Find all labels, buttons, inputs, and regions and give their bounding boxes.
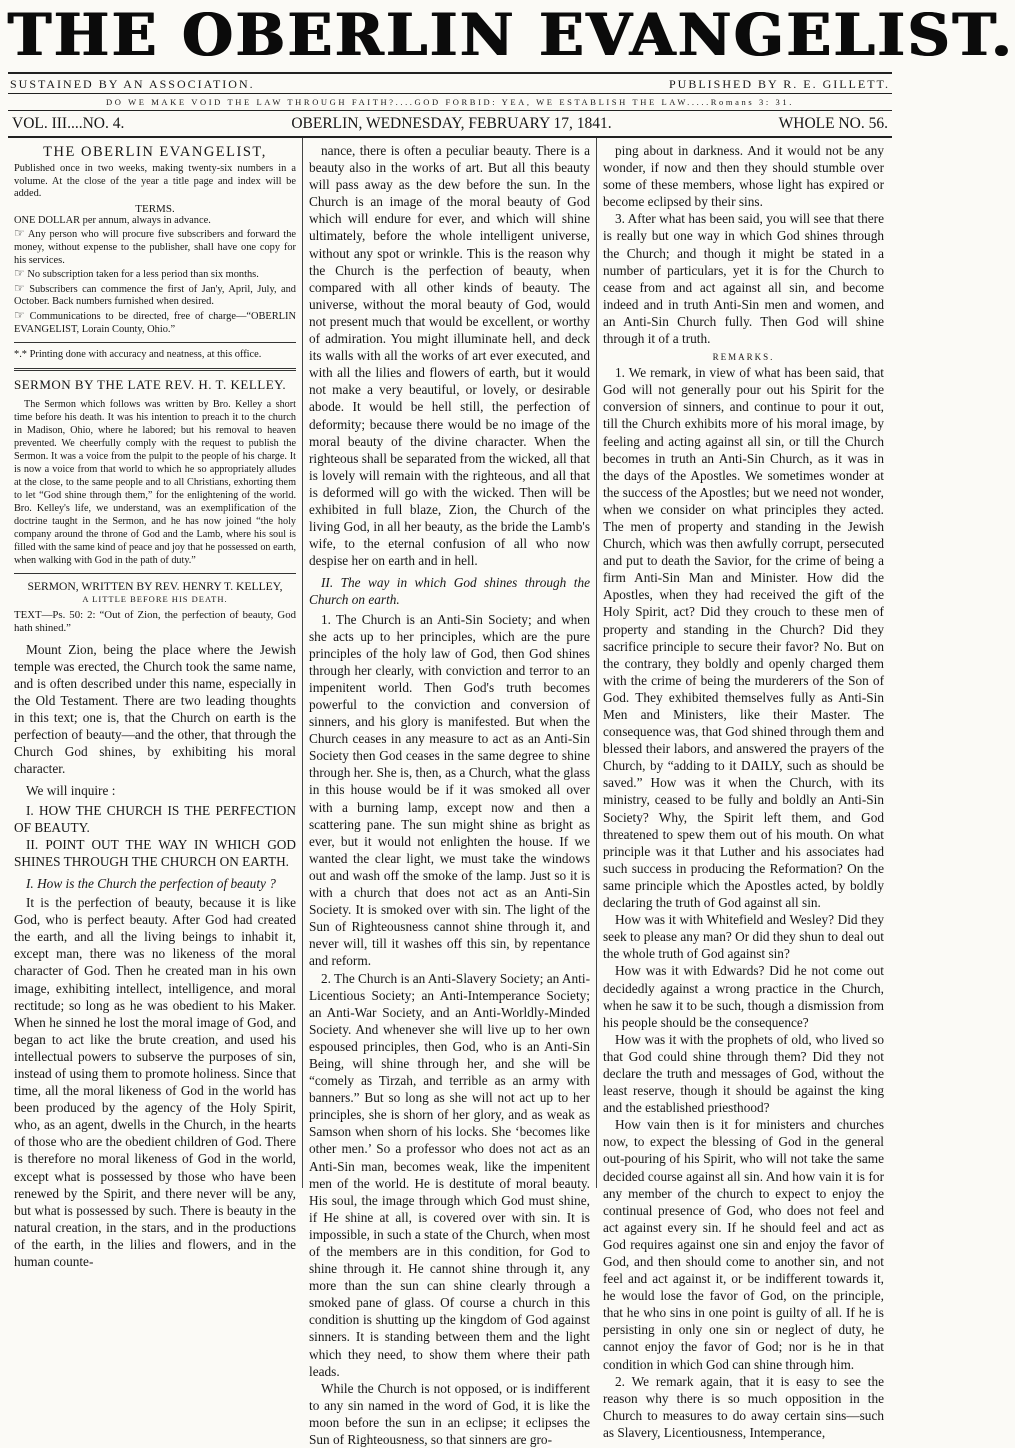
body-paragraph: While the Church is not opposed, or is indifferent to any sin named in the word of God, it is like the moon before the sun in an eclipse; it eclipses the Sun of Righteousness, so that sinners are gro-: [309, 1380, 590, 1448]
masthead: [8, 0, 1015, 138]
printing-note: *.* Printing done with accuracy and neatness, at this office.: [14, 349, 262, 361]
info-heading: THE OBERLIN EVANGELIST,: [43, 144, 267, 160]
body-paragraph: How was it with Whitefield and Wesley? Did they seek to please any man? Or did they shun to deal out the whole truth of God against sin?: [603, 912, 884, 962]
published-note: Published once in two weeks, making twenty-six numbers in a volume. At the close of the year a title page and index will be added.: [14, 163, 296, 200]
divider: [14, 573, 296, 574]
agents-note: [14, 227, 296, 267]
body-paragraph: Mount Zion, being the place where the Jewish temple was erected, the Church took the same name, and is often described under this name, especially in the Old Testament. There are two leading thoughts in this text; one is, that the Church on earth is the perfection of beauty—and the other, that through the Church God shines, by exhibiting his moral character.: [14, 641, 296, 777]
no-subscription-note: [14, 267, 296, 282]
section-two-title: II. The way in which God shines through the Church on earth.: [309, 575, 590, 608]
commence-note: [14, 282, 296, 309]
body-paragraph: 1. The Church is an Anti-Sin Society; and when she acts up to her principles, which are the pure principles of the holy law of God, then God shines through her clearly, with conviction and terror to an impenitent world. Then God's truth becomes powerful to the conviction and conversion of sinners, and his glory is manifested. But when the Church ceases in any measure to act as an Anti-Sin Society then God ceases in the same degree to shine through her. She is, then, as a Church, what the glass in this house would be if it was smoked all over with a burning lamp, except now and then a scattering pane. The sun might shine as bright as ever, but it would not enlighten the house. If we wanted the clear light, we must take the windows out and wash off the smoke of the lamp. Just so it is with a church that does not act as an Anti-Sin Society. It is smoked over with sin. The light of the Sun of Righteousness cannot shine through it, and never will, till it washes off this sin, by repentance and reform.: [309, 611, 590, 969]
body-paragraph: ping about in darkness. And it would not be any wonder, if now and then they should stumble over some of these members, whose light has expired or become eclipsed by their sins.: [603, 143, 884, 210]
place-date: OBERLIN, WEDNESDAY, FEBRUARY 17, 1841.: [291, 115, 612, 132]
section-one-title: I. How is the Church the perfection of beauty ?: [26, 875, 276, 891]
pointing-hand-icon: ☞: [14, 226, 25, 241]
pointing-hand-icon: ☞: [14, 280, 25, 295]
no-subscription-text: No subscription taken for a less period than six months.: [27, 269, 259, 281]
body-paragraph: 3. After what has been said, you will see that there is really but one way in which God shines through the Church; and though it might be stated in a number of particulars, yet it is for the Church to cease from and act against all sin, and become indeed and in truth Anti-Sin men and women, and an Anti-Sin Church fully. Then God will shine through it of a truth.: [603, 211, 884, 347]
terms-heading: TERMS.: [135, 202, 175, 215]
pointing-hand-icon: ☞: [14, 266, 25, 281]
sermon-title: SERMON BY THE LATE REV. H. T. KELLEY.: [14, 376, 287, 392]
publisher-bar: [8, 72, 892, 94]
volume-number: VOL. III....NO. 4.: [12, 115, 125, 132]
communications-text: Communications to be directed, free of charge—“OBERLIN EVANGELIST, Lorain County, Ohio.”: [14, 310, 296, 335]
pointing-hand-icon: ☞: [14, 307, 25, 322]
body-paragraph: 2. We remark again, that it is easy to see the reason why there is so much opposition in the Church to measures to do away certain sins—such as Slavery, Licentiousness, Intemperance,: [603, 1373, 884, 1440]
point-two: II. POINT OUT THE WAY IN WHICH GOD SHINES THROUGH THE CHURCH ON EARTH.: [14, 836, 296, 869]
communications-note: [14, 309, 296, 336]
newspaper-title: THE OBERLIN EVANGELIST.: [8, 1, 1015, 69]
body-paragraph: How vain then is it for ministers and churches now, to expect the blessing of God in the general out-pouring of his Spirit, who will not take the same decided course against all sin. And how vain it is for any member of the church to expect to enjoy the continual presence of God, who does not feel and act against every sin. If he should feel and act as God requires against one sin and enjoy the favor of God, and then should come to another sin, and not feel and act against it, or be indifferent towards it, he would lose the favor of God, on the principle, that he who sins in one point is guilty of all. If he is persisting in only one sin or neglect of duty, he cannot enjoy the favor of God; nor is he in that condition in which God can shine through him.: [603, 1117, 884, 1372]
article-columns: [8, 138, 892, 1448]
sermon-subline: A LITTLE BEFORE HIS DEATH.: [82, 593, 228, 604]
publication-info: [14, 144, 296, 362]
body-paragraph: How was it with Edwards? Did he not come out decidedly against a wrong practice in the Church, when he saw it to be such, though a dismission from his people should be the consequence?: [603, 963, 884, 1030]
commence-text: Subscribers can commence the first of Jan'y, April, July, and October. Back numbers furnished when desired.: [14, 283, 296, 308]
motto-line: DO WE MAKE VOID THE LAW THROUGH FAITH?....GOD FORBID: YEA, WE ESTABLISH THE LAW.....Romans 3: 31.: [8, 94, 892, 111]
column-3: [596, 138, 890, 1440]
section-heading: [14, 875, 296, 892]
remarks-heading: REMARKS.: [712, 352, 775, 363]
body-paragraph: nance, there is often a peculiar beauty. There is a beauty also in the works of art. But all this beauty will pass away as the dew before the sun. In the Church is an image of the moral beauty of God which will endure for ever, and which will shine ultimately, before the whole intelligent universe, without any spot or wrinkle. This is the reason why the Church is the perfection of beauty, when compared with all other kinds of beauty. The universe, without the moral beauty of God, would not present much that would be excellent, or worthy of admiration. You might illuminate hell, and deck its walls with all the works of art ever executed, and with all the lilies and flowers of earth, but it would not make a very beautiful, or lovely, or desirable abode. It would be hell still, the perfection of deformity; because there would be no image of the moral beauty of the divine character. When the righteous shall be separated from the wicked, all that is lovely will remain with the righteous, and all that is deformed will go with the wicked. Then will be exhibited in full blaze, Zion, the Church of the living God, in all her beauty, as the bride the Lamb's wife, to the eternal confusion of all who now despise her on earth and in hell.: [309, 143, 590, 569]
body-paragraph: 1. We remark, in view of what has been said, that God will not generally pour out his Spirit for the conversion of sinners, and continue to pour it out, till the Church exhibits more of his moral image, by feeling and acting against all sin, or till the Church becomes in truth an Anti-Sin Church, as it was in the days of the Apostles. We sometimes wonder at the success of the Apostles; but we need not wonder, when we consider on what principles they acted. The men of property and standing in the Jewish Church, which was then awfully corrupt, persecuted and put to death the Savior, for the crime of being a firm Anti-Sin Man and Minister. How did the Apostles, when they had received the gift of the Holy Spirit, act? Did they crouch to these men of property and standing in the Church? Did they sacrifice principle to secure their favor? No. But on the contrary, they boldly and openly charged them with the crime of being the murderers of the Son of God. They exhibited themselves fully as Anti-Sin Men and Ministers, like their Master. The consequence was, that God shined through them and blessed their labors, and answered the prayers of the Church, by “adding to it DAILY, such as should be saved.” How was it when the Church, with its ministry, ceased to be fully and boldly an Anti-Sin Society? Why, the Spirit left them, and God threatened to spew them out of his mouth. On what principle was it that Luther and his associates had such success in producing the Reformation? On the same principle which the Apostles acted, by boldly declaring the truth of God against all sin.: [603, 365, 884, 911]
intro-paragraph: The Sermon which follows was written by Bro. Kelley a short time before his death. It was his intention to preach it to the church in Madison, Ohio, where he labored; but his removal to heaven prevented. We cheerfully comply with the request to publish the Sermon. It was a voice from the pulpit to the people of his charge. It is now a voice from that world to which he so appropriately alludes at the close, to the same people and to all Christians, exhorting them to let “God shine through them,” for the enlightening of the world. Bro. Kelley's life, we understand, was an exemplification of the doctrine taught in the Sermon, and he has now joined “the holy company around the throne of God and the Lamb, where his soul is filled with the same kind of peace and joy that he possessed on earth, when walking with God in the path of duty.”: [14, 398, 296, 566]
body-paragraph: 2. The Church is an Anti-Slavery Society; an Anti-Licentious Society; an Anti-Intemperance Society; an Anti-War Society, and an Anti-Worldly-Minded Society. And whenever she will live up to her own espoused principles, then God, who is an Anti-Sin Being, will shine through her, and she will be “comely as Tirzah, and terrible as an army with banners.” But so long as she will not act up to her principles, she is shorn of her glory, and as weak as Samson when shorn of his locks. She ‘becomes like other men.’ So a professor who does not act as an Anti-Sin man, becomes weak, like the impenitent men of the world. He is destitute of moral beauty. His soul, the image through which God must shine, if He shine at all, is covered over with sin. It is impossible, in such a state of the Church, when most of the members are in this condition, for God to shine through it. He cannot shine through it, any more than the sun can shine clearly through a smoked pane of glass. Of course a church in this condition is shutting up the kingdom of God against sinners. It is standing between them and the light which they need, to show them where their path leads.: [309, 970, 590, 1379]
column-2: [302, 138, 596, 1448]
body-paragraph: It is the perfection of beauty, because it is like God, who is perfect beauty. After God had created the earth, and all the living beings to inhabit it, except man, there was no likeness of the moral character of God. Then he created man in his own image, exhibiting intellect, intelligence, and moral rectitude; so long as he was obedient to his Maker. When he sinned he lost the moral image of God, and began to act like the brute creation, and used his intellectual powers to subserve the purposes of sin, instead of using them to promote holiness. Since that time, all the moral likeness of God in the world has been produced by the agency of the Holy Spirit, who, as an agent, dwells in the Church, in the hearts of those who are the obedient children of God. There is therefore no moral likeness of God in the world, except what is possessed by those who have been renewed by the Spirit, and there never will be any, but what is possessed by such. There is beauty in the natural creation, in the stars, and in the productions of the earth, in the lilies and flowers, and in the human counte-: [14, 895, 296, 1269]
publisher-line: PUBLISHED BY R. E. GILLETT.: [669, 77, 890, 91]
dateline: [8, 111, 892, 138]
inquire-line: We will inquire :: [26, 783, 116, 799]
whole-number: WHOLE NO. 56.: [778, 115, 888, 132]
price-note: ONE DOLLAR per annum, always in advance.: [14, 214, 211, 226]
divider: [14, 342, 296, 343]
divider: [14, 368, 296, 371]
sermon-heading: SERMON, WRITTEN BY REV. HENRY T. KELLEY,: [27, 579, 283, 593]
sermon-intro: [14, 398, 296, 567]
column-1: [8, 138, 302, 1269]
point-one: I. HOW THE CHURCH IS THE PERFECTION OF BEAUTY.: [14, 802, 296, 835]
agents-text: Any person who will procure five subscribers and forward the money, without expense to the publisher, shall have one copy for his services.: [14, 229, 296, 266]
sustained-line: SUSTAINED BY AN ASSOCIATION.: [10, 77, 255, 91]
body-paragraph: How was it with the prophets of old, who lived so that God could shine through them? Did they not declare the truth and messages of God, without the least reserve, though it should be against the king and the established priesthood?: [603, 1031, 884, 1116]
scripture-text: TEXT—Ps. 50: 2: “Out of Zion, the perfection of beauty, God hath shined.”: [14, 608, 296, 634]
section-heading: [309, 574, 590, 608]
